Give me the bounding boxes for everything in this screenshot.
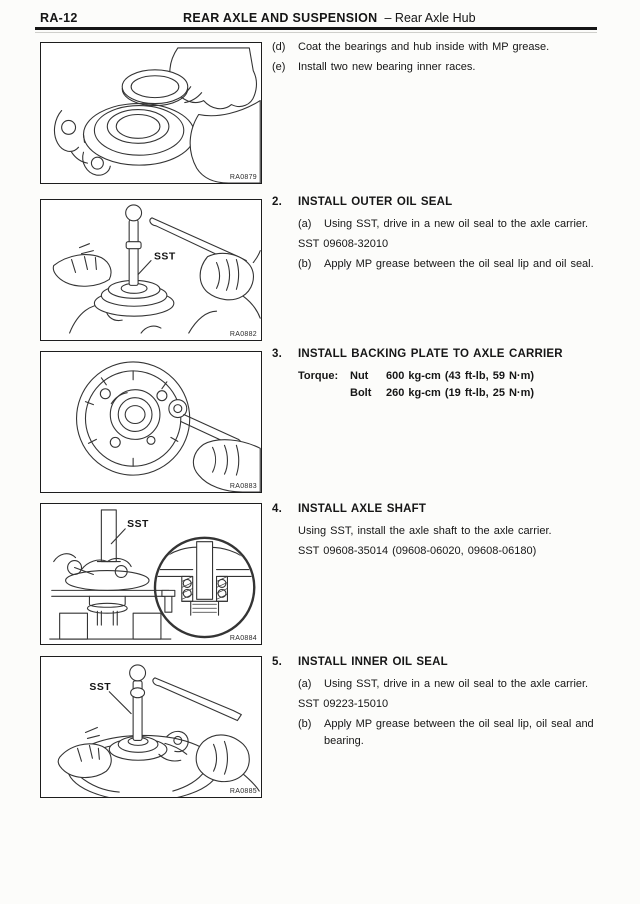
figure-code: RA0879	[229, 174, 257, 181]
hammer-handle	[153, 678, 241, 721]
item-marker-spacer	[298, 734, 324, 749]
step-3	[272, 347, 622, 406]
step-number: 5.	[272, 656, 282, 668]
figure-box-ra0883	[40, 351, 262, 493]
hand	[196, 735, 249, 782]
press-ram	[101, 510, 116, 562]
torque-row	[350, 369, 534, 384]
item-marker: (a)	[298, 678, 312, 690]
instruction-line	[298, 217, 622, 232]
header-rule	[35, 27, 597, 30]
sst-drive-drawing	[53, 205, 260, 333]
sst-leader-line	[109, 692, 131, 714]
torque-value: 260 kg-cm (19 ft-lb, 25 N·m)	[386, 387, 535, 399]
sst-number: SST 09223-15010	[298, 698, 389, 710]
header-rule-shadow	[35, 32, 597, 33]
backing-plate-drawing	[77, 362, 261, 492]
item-marker: (e)	[272, 61, 286, 73]
bearing-race-install-illustration	[41, 43, 261, 183]
sst-label: SST	[153, 251, 176, 263]
instruction-line	[272, 40, 622, 55]
item-marker: (b)	[298, 718, 312, 730]
figure-code: RA0882	[229, 331, 257, 338]
item-text: bearing.	[324, 735, 364, 747]
item-text: Using SST, drive in a new oil seal to the axle carrier.	[324, 218, 589, 230]
item-marker: (a)	[298, 218, 312, 230]
instruction-line	[298, 717, 622, 732]
torque-label: Torque:	[298, 370, 339, 382]
item-text: Using SST, install the axle shaft to the axle carrier.	[298, 525, 552, 537]
hand	[53, 255, 111, 287]
press-drawing	[50, 510, 255, 639]
step-number: 2.	[272, 196, 282, 208]
item-text: Apply MP grease between the oil seal lip and oil seal.	[324, 258, 594, 270]
step-2	[272, 195, 622, 277]
step-5	[272, 655, 622, 754]
figure-box-ra0884	[40, 503, 262, 645]
sst-number: SST 09608-35014 (09608-06020, 09608-06180)	[298, 545, 537, 557]
step-heading	[272, 655, 622, 670]
axle-shaft-press-illustration	[41, 504, 261, 644]
figure-code: RA0885	[229, 788, 257, 795]
torque-part: Nut	[350, 370, 369, 382]
page-title	[183, 11, 476, 25]
torque-spec	[298, 369, 622, 401]
sst-label: SST	[127, 518, 149, 530]
inner-oil-seal-sst-illustration	[41, 657, 261, 797]
step-number: 4.	[272, 503, 282, 515]
item-text: Install two new bearing inner races.	[298, 61, 476, 73]
section-title: REAR AXLE AND SUSPENSION	[183, 11, 378, 25]
outer-oil-seal-sst-illustration	[41, 200, 261, 340]
figure-code: RA0884	[229, 635, 257, 642]
item-text: Using SST, drive in a new oil seal to the axle carrier.	[324, 678, 589, 690]
cross-section-detail	[157, 542, 252, 615]
figure-box-ra0882	[40, 199, 262, 341]
torque-row	[350, 386, 534, 401]
section-subtitle: – Rear Axle Hub	[384, 11, 476, 25]
step-heading	[272, 195, 622, 210]
step-title: INSTALL INNER OIL SEAL	[298, 656, 448, 668]
item-marker: (d)	[272, 41, 286, 53]
torque-rows	[350, 369, 534, 401]
figure-box-ra0879	[40, 42, 262, 184]
item-text: Apply MP grease between the oil seal lip, oil seal and	[324, 718, 594, 730]
step-title: INSTALL OUTER OIL SEAL	[298, 196, 453, 208]
instruction-line	[272, 60, 622, 75]
step-4	[272, 502, 622, 564]
sst-label: SST	[89, 681, 112, 693]
instruction-line-continuation	[298, 734, 622, 749]
step-title: INSTALL AXLE SHAFT	[298, 503, 427, 515]
instruction-line	[298, 697, 622, 712]
step-title: INSTALL BACKING PLATE TO AXLE CARRIER	[298, 348, 563, 360]
instruction-line	[298, 677, 622, 692]
sst-leader-line	[138, 261, 151, 275]
instruction-line	[298, 237, 622, 252]
figure-code: RA0883	[229, 483, 257, 490]
figure-box-ra0885	[40, 656, 262, 798]
sst-drift-tool	[129, 220, 138, 286]
torque-value: 600 kg-cm (43 ft-lb, 59 N·m)	[386, 370, 535, 382]
page-code: RA-12	[40, 11, 78, 25]
instruction-line	[298, 524, 622, 539]
torque-part: Bolt	[350, 387, 372, 399]
hand	[58, 744, 111, 778]
sst-number: SST 09608-32010	[298, 238, 389, 250]
axle-carrier-drawing	[54, 48, 260, 183]
step-number: 3.	[272, 348, 282, 360]
inner-seal-drawing	[58, 665, 259, 797]
arm-sleeve	[190, 101, 260, 183]
backing-plate-install-illustration	[41, 352, 261, 492]
item-marker: (b)	[298, 258, 312, 270]
bearing-race	[122, 70, 188, 104]
intro-items	[272, 40, 622, 80]
instruction-line	[298, 257, 622, 272]
instruction-line	[298, 544, 622, 559]
item-text: Coat the bearings and hub inside with MP grease.	[298, 41, 550, 53]
step-heading	[272, 347, 622, 362]
step-heading	[272, 502, 622, 517]
